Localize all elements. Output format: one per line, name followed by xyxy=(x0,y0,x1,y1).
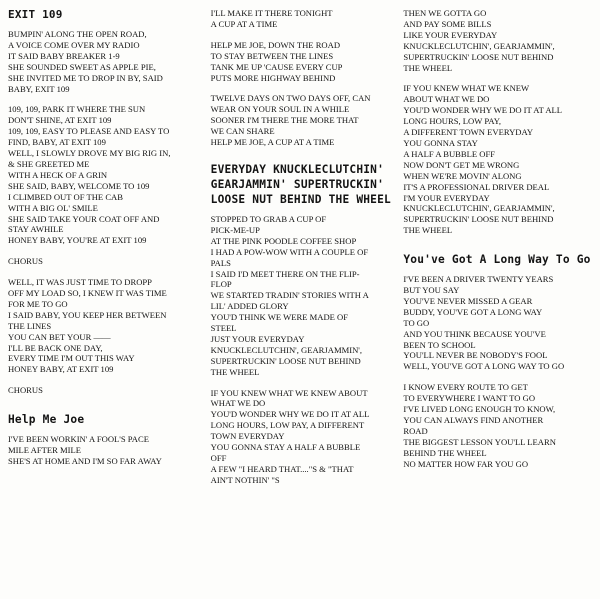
lyric-line: STEEL xyxy=(210,323,237,334)
lyric-line: WELL, YOU'VE GOT A LONG WAY TO GO xyxy=(403,361,565,372)
lyric-line: SOONER I'M THERE THE MORE THAT xyxy=(210,115,359,126)
lyric-line: MILE AFTER MILE xyxy=(8,445,82,456)
lyric-line: AND PAY SOME BILLS xyxy=(403,18,492,29)
lyric-line: NOW DON'T GET ME WRONG xyxy=(403,159,520,170)
verse xyxy=(8,29,201,94)
lyrics-column-1 xyxy=(8,8,201,599)
lyric-line: TO STAY BETWEEN THE LINES xyxy=(210,50,334,61)
lyric-line: TO EVERYWHERE I WANT TO GO xyxy=(403,393,536,404)
lyric-line: I SAID BABY, YOU KEEP HER BETWEEN xyxy=(8,309,167,320)
lyric-line: A HALF A BUBBLE OFF xyxy=(403,148,496,159)
verse xyxy=(211,93,394,148)
lyric-line: STAY AWHILE xyxy=(8,224,64,235)
lyric-line: OFF MY LOAD SO, I KNEW IT WAS TIME xyxy=(8,288,167,299)
lyric-line: HELP ME JOE, DOWN THE ROAD xyxy=(210,39,341,50)
lyric-line: PALS xyxy=(210,257,231,268)
lyric-line: YOU CAN BET YOUR —— xyxy=(8,331,111,342)
lyrics-column-3 xyxy=(403,8,592,599)
lyric-line: I SAID I'D MEET THERE ON THE FLIP- xyxy=(210,268,360,279)
lyric-line: BUT YOU SAY xyxy=(403,285,460,296)
lyric-line: NO MATTER HOW FAR YOU GO xyxy=(403,458,529,469)
lyric-line: A VOICE COME OVER MY RADIO xyxy=(8,39,140,50)
song-title-everyday-knuckleclutchin: EVERYDAY KNUCKLECLUTCHIN' GEARJAMMIN' SUPERTRUCKIN' LOOSE NUT BEHIND THE WHEEL xyxy=(210,162,391,206)
lyric-line: BABY, EXIT 109 xyxy=(8,83,70,94)
lyric-line: KNUCKLECLUTCHIN', GEARJAMMIN', xyxy=(403,40,555,51)
verse xyxy=(8,277,201,375)
lyric-line: IF YOU KNEW WHAT WE KNEW xyxy=(403,83,530,94)
lyric-line: BEEN TO SCHOOL xyxy=(403,339,476,350)
lyric-line: A DIFFERENT TOWN EVERYDAY xyxy=(403,127,534,138)
lyric-line: YOU'VE NEVER MISSED A GEAR xyxy=(403,295,533,306)
song-title-exit-109: EXIT 109 xyxy=(8,8,63,21)
song-title-youve-got-a-long-way-to-go: You've Got A Long Way To Go xyxy=(403,253,591,267)
lyric-line: I'VE BEEN WORKIN' A FOOL'S PACE xyxy=(8,434,149,445)
lyric-line: AND YOU THINK BECAUSE YOU'VE xyxy=(403,328,546,339)
lyric-line: A CUP AT A TIME xyxy=(210,18,278,29)
lyric-line: PUTS MORE HIGHWAY BEHIND xyxy=(210,72,336,83)
lyric-line: YOU GONNA STAY A HALF A BUBBLE xyxy=(210,442,361,453)
chorus-marker: CHORUS xyxy=(8,385,43,396)
lyric-line: PICK-ME-UP xyxy=(210,224,260,235)
verse xyxy=(211,40,394,84)
lyric-line: YOU'D THINK WE WERE MADE OF xyxy=(210,312,349,323)
lyrics-column-2 xyxy=(211,8,394,599)
lyric-line: & SHE GREETED ME xyxy=(8,158,90,169)
lyric-line: I KNOW EVERY ROUTE TO GET xyxy=(403,382,528,393)
lyric-line: SUPERTRUCKIN' LOOSE NUT BEHIND xyxy=(403,51,554,62)
verse xyxy=(8,434,201,467)
lyric-line: AIN'T NOTHIN' "S xyxy=(210,474,280,485)
lyric-line: WITH A BIG OL' SMILE xyxy=(8,202,98,213)
lyric-line: SHE SAID, BABY, WELCOME TO 109 xyxy=(8,180,150,191)
lyric-line: WE CAN SHARE xyxy=(210,126,275,137)
lyric-line: WHAT WE DO xyxy=(210,398,266,409)
lyric-line: IT'S A PROFESSIONAL DRIVER DEAL xyxy=(403,181,550,192)
lyric-line: 109, 109, PARK IT WHERE THE SUN xyxy=(8,104,146,115)
verse xyxy=(403,8,592,73)
lyric-line: TOWN EVERYDAY xyxy=(210,431,285,442)
verse xyxy=(403,83,592,236)
lyric-line: WEAR ON YOUR SOUL IN A WHILE xyxy=(210,104,350,115)
lyric-line: KNUCKLECLUTCHIN', GEARJAMMIN', xyxy=(403,203,555,214)
verse xyxy=(403,274,592,372)
lyric-line: OFF xyxy=(210,453,227,463)
lyric-line: WITH A HECK OF A GRIN xyxy=(8,169,108,180)
verse xyxy=(8,104,201,246)
lyric-line: THE LINES xyxy=(8,320,52,331)
lyric-line: YOU GONNA STAY xyxy=(403,137,478,148)
lyric-line: BEHIND THE WHEEL xyxy=(403,447,487,458)
lyric-line: SUPERTRUCKIN' LOOSE NUT BEHIND xyxy=(210,355,361,366)
lyric-line: HELP ME JOE, A CUP AT A TIME xyxy=(210,137,335,148)
lyric-line: WELL, I SLOWLY DROVE MY BIG RIG IN, xyxy=(8,148,171,159)
lyric-line: A FEW "I HEARD THAT...."S & "THAT xyxy=(210,463,354,474)
lyric-line: I HAD A POW-WOW WITH A COUPLE OF xyxy=(210,246,369,257)
lyric-line: WE STARTED TRADIN' STORIES WITH A xyxy=(210,290,369,301)
lyric-line: JUST YOUR EVERYDAY xyxy=(210,333,305,344)
lyric-line: THE WHEEL xyxy=(210,366,260,377)
lyric-line: SHE SAID TAKE YOUR COAT OFF AND xyxy=(8,213,160,224)
lyric-line: LONG HOURS, LOW PAY, A DIFFERENT xyxy=(210,420,365,431)
lyric-line: DON'T SHINE, AT EXIT 109 xyxy=(8,115,112,126)
lyric-line: SUPERTRUCKIN' LOOSE NUT BEHIND xyxy=(403,214,554,225)
lyric-line: THE BIGGEST LESSON YOU'LL LEARN xyxy=(403,436,556,447)
lyric-line: STOPPED TO GRAB A CUP OF xyxy=(210,213,327,224)
lyric-line: I'VE LIVED LONG ENOUGH TO KNOW, xyxy=(403,404,556,415)
lyric-line: SHE SOUNDED SWEET AS APPLE PIE, xyxy=(8,61,156,72)
lyric-line: LIKE YOUR EVERYDAY xyxy=(403,29,498,40)
lyric-line: SHE INVITED ME TO DROP IN BY, SAID xyxy=(8,72,163,83)
lyric-line: KNUCKLECLUTCHIN', GEARJAMMIN', xyxy=(210,344,363,355)
lyric-line: FOR ME TO GO xyxy=(8,298,68,309)
lyric-line: IF YOU KNEW WHAT WE KNEW ABOUT xyxy=(210,387,368,398)
lyric-line: THE WHEEL xyxy=(403,62,453,73)
lyric-line: THEN WE GOTTA GO xyxy=(403,8,487,18)
lyric-line: LONG HOURS, LOW PAY, xyxy=(403,116,501,127)
lyric-line: YOU'LL NEVER BE NOBODY'S FOOL xyxy=(403,350,548,361)
lyric-line: I'LL MAKE IT THERE TONIGHT xyxy=(210,8,333,18)
lyric-line: EVERY TIME I'M OUT THIS WAY xyxy=(8,353,135,364)
lyric-line: FLOP xyxy=(210,279,232,290)
verse xyxy=(211,8,394,30)
lyric-line: WHEN WE'RE MOVIN' ALONG xyxy=(403,170,522,181)
lyric-line: LIL' ADDED GLORY xyxy=(210,301,289,312)
lyric-line: I'M YOUR EVERYDAY xyxy=(403,192,490,203)
lyric-line: AT THE PINK POODLE COFFEE SHOP xyxy=(210,235,357,246)
lyric-line: I'VE BEEN A DRIVER TWENTY YEARS xyxy=(403,274,554,285)
lyric-line: WELL, IT WAS JUST TIME TO DROPP xyxy=(8,277,152,288)
lyric-line: I CLIMBED OUT OF THE CAB xyxy=(8,191,123,202)
lyric-line: BUMPIN' ALONG THE OPEN ROAD, xyxy=(8,29,147,39)
lyric-line: TWELVE DAYS ON TWO DAYS OFF, CAN xyxy=(210,93,371,104)
lyric-line: BUDDY, YOU'VE GOT A LONG WAY xyxy=(403,306,543,317)
verse xyxy=(403,382,592,469)
lyric-line: TANK ME UP 'CAUSE EVERY CUP xyxy=(210,61,343,72)
chorus-marker: CHORUS xyxy=(8,256,43,267)
lyric-line: FIND, BABY, AT EXIT 109 xyxy=(8,137,106,148)
song-title-help-me-joe: Help Me Joe xyxy=(8,413,85,427)
lyric-line: HONEY BABY, AT EXIT 109 xyxy=(8,364,114,375)
lyric-line: YOU CAN ALWAYS FIND ANOTHER xyxy=(403,415,544,425)
lyric-line: I'LL BE BACK ONE DAY, xyxy=(8,342,103,353)
lyric-line: YOU'D WONDER WHY WE DO IT AT ALL xyxy=(403,105,563,116)
lyric-line: TO GO xyxy=(403,317,430,328)
verse xyxy=(211,388,394,486)
lyric-line: SHE'S AT HOME AND I'M SO FAR AWAY xyxy=(8,456,162,466)
lyric-line: HONEY BABY, YOU'RE AT EXIT 109 xyxy=(8,235,147,246)
lyric-line: THE WHEEL xyxy=(403,225,453,236)
lyric-line: ROAD xyxy=(403,425,428,436)
lyric-line: 109, 109, EASY TO PLEASE AND EASY TO xyxy=(8,126,170,137)
lyric-line: ABOUT WHAT WE DO xyxy=(403,94,490,105)
lyric-line: IT SAID BABY BREAKER 1-9 xyxy=(8,50,120,61)
lyric-line: YOU'D WONDER WHY WE DO IT AT ALL xyxy=(210,409,370,420)
verse xyxy=(211,214,394,378)
